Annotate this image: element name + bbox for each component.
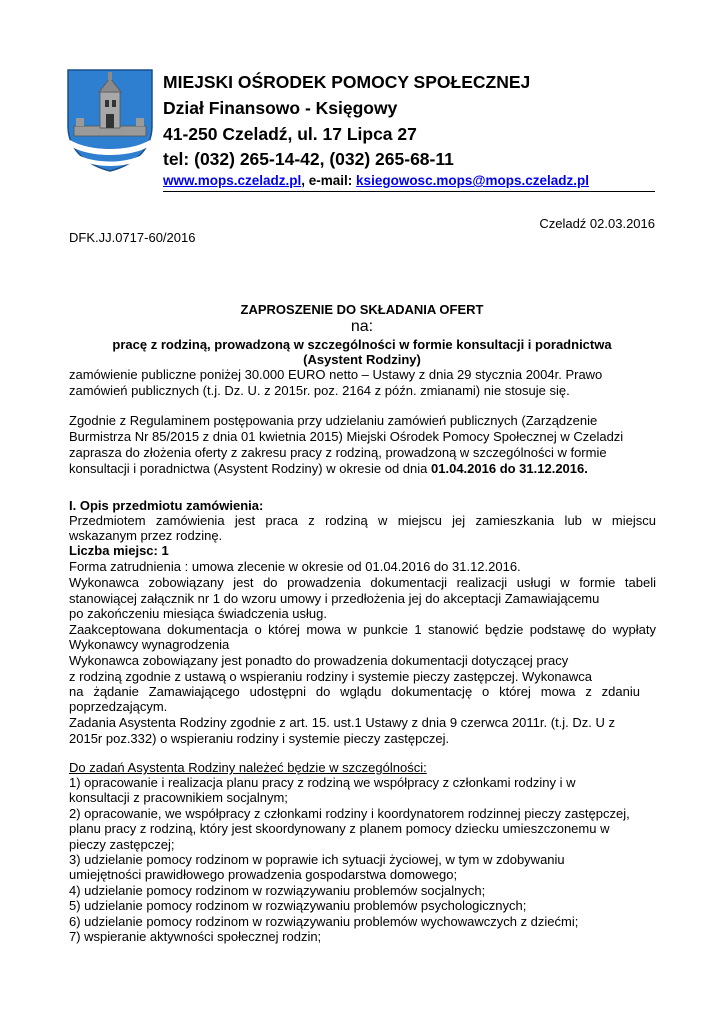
subject-line-1: pracę z rodziną, prowadzoną w szczególności w formie konsultacji i poradnictwa	[112, 337, 612, 352]
para-line	[69, 461, 588, 477]
email-link[interactable]: ksiegowosc.mops@mops.czeladz.pl	[356, 173, 590, 188]
place-date: Czeladź 02.03.2016	[539, 216, 655, 231]
places-label: Liczba miejsc: 1	[69, 543, 169, 558]
department-name: Dział Finansowo - Księgowy	[163, 98, 398, 118]
intro-line: zamówienie publiczne poniżej 30.000 EURO netto – Ustawy z dnia 29 stycznia 2004r. Prawo	[69, 367, 603, 382]
website-link[interactable]: www.mops.czeladz.pl	[163, 173, 302, 188]
section-line: Przedmiotem zamówienia jest praca z rodziną w miejscu jej zamieszkania lub w miejscu	[69, 513, 656, 528]
duty-line: 3) udzielanie pomocy rodzinom w poprawie ich sytuacji życiowej, w tym w zdobywaniu	[69, 852, 565, 867]
duty-line: umiejętności prawidłowego prowadzenia gospodarstwa domowego;	[69, 867, 458, 882]
section-line: Wykonawca zobowiązany jest ponadto do prowadzenia dokumentacji dotyczącej pracy	[69, 653, 569, 668]
section-line: Wykonawcy wynagrodzenia	[69, 637, 230, 652]
para-line: Zgodnie z Regulaminem postępowania przy udzielaniu zamówień publicznych (Zarządzenie	[69, 413, 598, 428]
duty-line: konsultacji z pracownikiem socjalnym;	[69, 790, 288, 805]
duty-line: 2) opracowanie, we współpracy z członkami rodziny i koordynatorem rodzinnej pieczy zastępczej,	[69, 806, 630, 821]
document-heading: ZAPROSZENIE DO SKŁADANIA OFERT	[240, 302, 484, 317]
intro-line: zamówień publicznych (t.j. Dz. U. z 2015r. poz. 2164 z późn. zmianami) nie stosuje się.	[69, 383, 570, 398]
section-line: wskazanym przez rodzinę.	[69, 528, 223, 543]
section-line: Forma zatrudnienia : umowa zlecenie w okresie od 01.04.2016 do 31.12.2016.	[69, 559, 521, 574]
section-heading: I. Opis przedmiotu zamówienia:	[69, 498, 264, 513]
section-line: Zaakceptowana dokumentacja o której mowa w punkcie 1 stanowić będzie podstawę do wypłaty	[69, 622, 656, 637]
reference-number: DFK.JJ.0717-60/2016	[69, 230, 196, 245]
section-line: po zakończeniu miesiąca świadczenia usług.	[69, 606, 327, 621]
para-line: zaprasza do złożenia oferty z zakresu pracy z rodziną, prowadzoną w szczególności w formie	[69, 445, 607, 460]
duty-line: pieczy zastępczej;	[69, 837, 175, 852]
org-phone: tel: (032) 265-14-42, (032) 265-68-11	[163, 149, 454, 169]
duty-line: 1) opracowanie i realizacja planu pracy z rodziną we współpracy z członkami rodziny i w	[69, 775, 576, 790]
city-crest-icon	[66, 68, 154, 172]
header-divider	[163, 191, 655, 192]
para-text: konsultacji i poradnictwa (Asystent Rodziny) w okresie od dnia	[69, 461, 432, 476]
heading-na: na:	[350, 318, 374, 335]
duty-line: planu pracy z rodziną, który jest skoordynowany z planem pomocy dziecku umieszczonemu w	[69, 821, 610, 836]
duty-line: 7) wspieranie aktywności społecznej rodzin;	[69, 929, 322, 944]
contact-links	[163, 173, 589, 188]
section-line: Zadania Asystenta Rodziny zgodnie z art. 15. ust.1 Ustawy z dnia 9 czerwca 2011r. (t.j. Dz. U z	[69, 715, 616, 730]
section-line: poprzedzającym.	[69, 699, 168, 714]
duty-line: 6) udzielanie pomocy rodzinom w rozwiązywaniu problemów wychowawczych z dziećmi;	[69, 914, 579, 929]
section-line: 2015r poz.332) o wspieraniu rodziny i systemie pieczy zastępczej.	[69, 731, 450, 746]
org-name: MIEJSKI OŚRODEK POMOCY SPOŁECZNEJ	[163, 72, 531, 92]
section-line: stanowiącej załącznik nr 1 do wzoru umowy i przedłożenia jej do akceptacji Zamawiającemu	[69, 591, 600, 606]
section-line: na żądanie Zamawiającego udostępni do wglądu dokumentację o której mowa z zdaniu	[69, 684, 640, 699]
section-line: Wykonawca zobowiązany jest do prowadzenia dokumentacji realizacji usługi w formie tabeli	[69, 575, 656, 590]
duty-line: 5) udzielanie pomocy rodzinom w rozwiązywaniu problemów psychologicznych;	[69, 898, 527, 913]
section-line: z rodziną zgodnie z ustawą o wspieraniu rodziny i systemie pieczy zastępczej. Wykonawca	[69, 669, 593, 684]
email-label: , e-mail:	[301, 173, 357, 188]
para-line: Burmistrza Nr 85/2015 z dnia 01 kwietnia 2015) Miejski Ośrodek Pomocy Społecznej w Czeladzi	[69, 429, 624, 444]
duties-heading: Do zadań Asystenta Rodziny należeć będzie w szczególności:	[69, 760, 427, 775]
org-address: 41-250 Czeladź, ul. 17 Lipca 27	[163, 124, 417, 144]
duty-line: 4) udzielanie pomocy rodzinom w rozwiązywaniu problemów socjalnych;	[69, 883, 486, 898]
contract-period: 01.04.2016 do 31.12.2016.	[431, 461, 588, 476]
subject-line-2: (Asystent Rodziny)	[303, 352, 421, 367]
